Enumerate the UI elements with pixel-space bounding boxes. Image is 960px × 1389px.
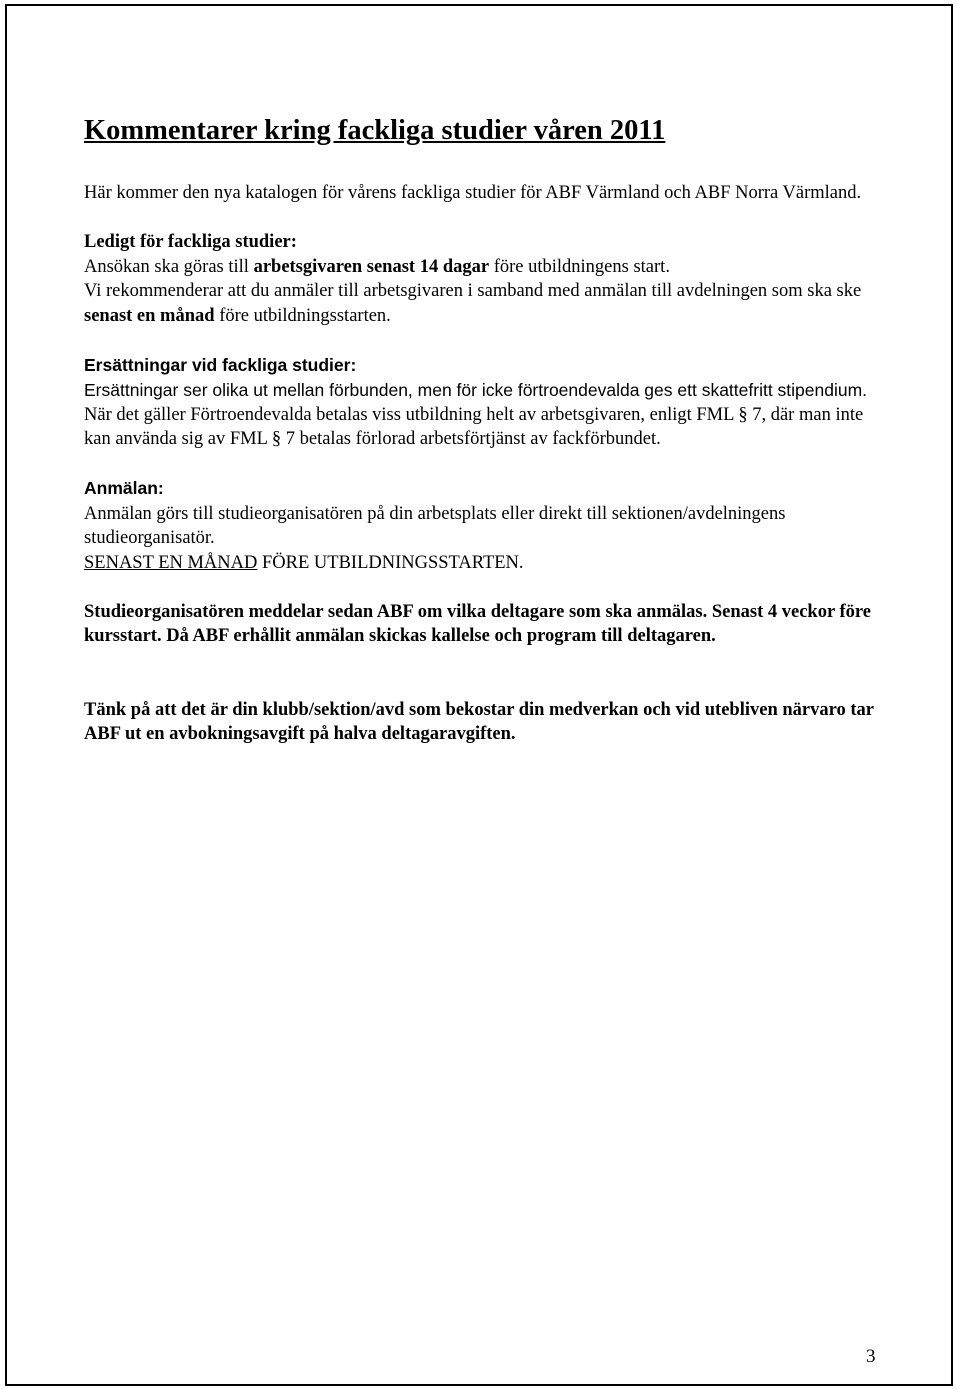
anmalan-heading: Anmälan: bbox=[84, 478, 164, 498]
ersattning-line-2: När det gäller Förtroendevalda betalas viss utbildning helt av arbetsgivaren, enligt FML § 7, där man inte kan använda sig av FML § 7 betalas förlorad arbetsförtjänst av fackförbundet. bbox=[84, 404, 864, 449]
studieorganisator-paragraph: Studieorganisatören meddelar sedan ABF om vilka deltagare som ska anmälas. Senast 4 veckor före kursstart. Då ABF erhållit anmälan skickas kallelse och program till deltagaren. bbox=[84, 601, 871, 646]
document-body bbox=[84, 114, 884, 747]
ersattning-heading: Ersättningar vid fackliga studier: bbox=[84, 354, 357, 375]
page-number: 3 bbox=[866, 1346, 876, 1367]
page-title: Kommentarer kring fackliga studier våren 2011 bbox=[84, 115, 666, 146]
section-ledigt bbox=[84, 230, 884, 328]
ersattning-line-1: Ersättningar ser olika ut mellan förbunden, men för icke förtroendevalda ges ett skattefritt stipendium. bbox=[84, 380, 868, 400]
section-anmalan bbox=[84, 476, 884, 575]
ledigt-line-1: Ansökan ska göras till arbetsgivaren senast 14 dagar före utbildningens start. bbox=[84, 256, 670, 277]
anmalan-deadline: SENAST EN MÅNAD FÖRE UTBILDNINGSSTARTEN. bbox=[84, 552, 524, 573]
ledigt-line-2: Vi rekommenderar att du anmäler till arbetsgivaren i samband med anmälan till avdelningen som ska ske senast en månad före utbildningsstarten. bbox=[84, 281, 862, 326]
avbokning-paragraph: Tänk på att det är din klubb/sektion/avd som bekostar din medverkan och vid utebliven närvaro tar ABF ut en avbokningsavgift på halva deltagaravgiften. bbox=[84, 699, 874, 744]
ledigt-heading: Ledigt för fackliga studier: bbox=[84, 232, 297, 252]
anmalan-line-1: Anmälan görs till studieorganisatören på din arbetsplats eller direkt till sektionen/avdelningens studieorganisatör. bbox=[84, 503, 786, 548]
intro-paragraph: Här kommer den nya katalogen för vårens fackliga studier för ABF Värmland och ABF Norra Värmland. bbox=[84, 183, 862, 203]
section-ersattning bbox=[84, 353, 884, 452]
